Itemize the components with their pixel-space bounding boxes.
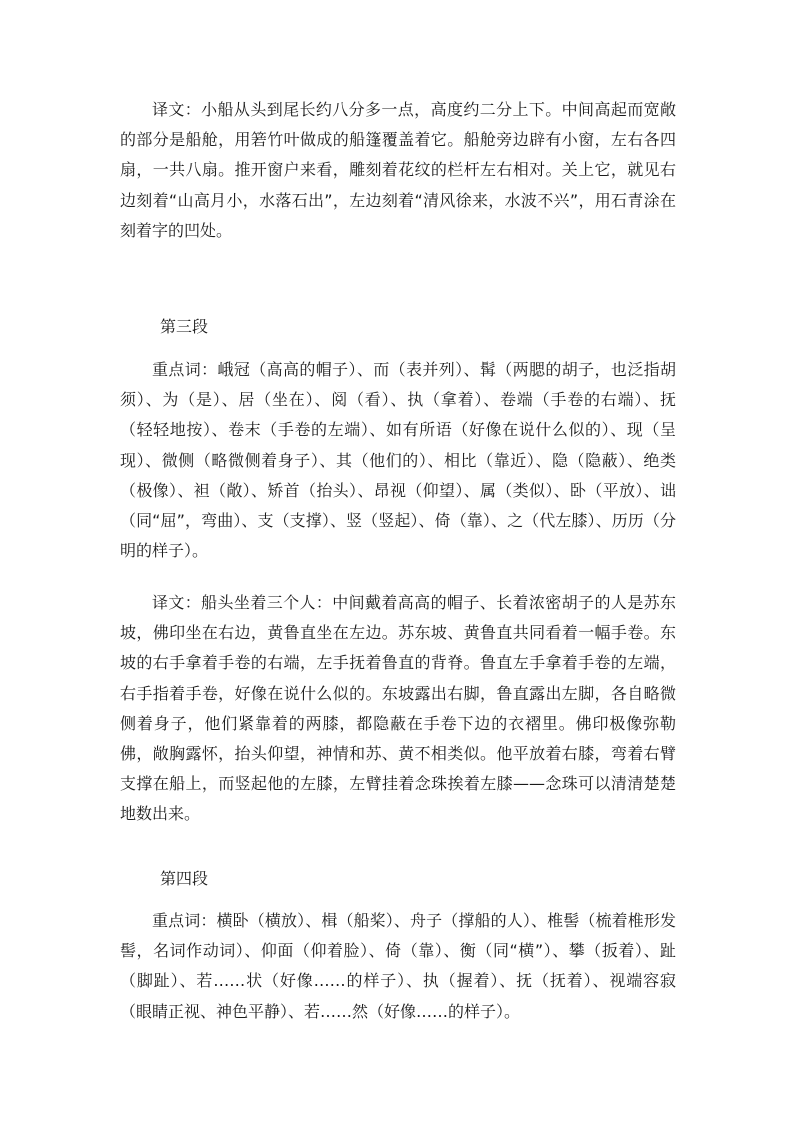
section-heading-third: 第三段 [160,317,209,336]
keywords-paragraph-third: 重点词：峨冠（高高的帽子）、而（表并列）、髯（两腮的胡子，也泛指胡须）、为（是）、居（坐在）、阅（看）、执（拿着）、卷端（手卷的右端）、抚（轻轻地按）、卷末（手卷的左端）、如有所语（好像在说什么似的）、现（呈现）、微侧（略微侧着身子）、其（他们的）、相比（靠近）、隐（隐蔽）、绝类（极像）、袒（敞）、矫首（抬头）、昂视（仰望）、属（类似）、卧（平放）、诎（同“屈”，弯曲）、支（支撑）、竖（竖起）、倚（靠）、之（代左膝）、历历（分明的样子）。 [120,360,676,561]
keywords-paragraph-fourth: 重点词：横卧（横放）、楫（船桨）、舟子（撑船的人）、椎髻（梳着椎形发髻，名词作动词）、仰面（仰着脸）、倚（靠）、衡（同“横”）、攀（扳着）、趾（脚趾）、若……状（好像……的样子）、执（握着）、抚（抚着）、视端容寂（眼睛正视、神色平静）、若……然（好像……的样子）。 [120,911,676,1021]
translation-paragraph-boat: 译文：小船从头到尾长约八分多一点，高度约二分上下。中间高起而宽敞的部分是船舱，用箬竹叶做成的船篷覆盖着它。船舱旁边辟有小窗，左右各四扇，一共八扇。推开窗户来看，雕刻着花纹的栏杆左右相对。关上它，就见右边刻着“山高月小，水落石出”，左边刻着“清风徐来，水波不兴”，用石青涂在刻着字的凹处。 [120,100,676,240]
translation-paragraph-third: 译文：船头坐着三个人：中间戴着高高的帽子、长着浓密胡子的人是苏东坡，佛印坐在右边，黄鲁直坐在左边。苏东坡、黄鲁直共同看着一幅手卷。东坡的右手拿着手卷的右端，左手抚着鲁直的背脊。鲁直左手拿着手卷的左端，右手指着手卷，好像在说什么似的。东坡露出右脚，鲁直露出左脚，各自略微侧着身子，他们紧靠着的两膝，都隐蔽在手卷下边的衣褶里。佛印极像弥勒佛，敞胸露怀，抬头仰望，神情和苏、黄不相类似。他平放着右膝，弯着右臂支撑在船上，而竖起他的左膝，左臂挂着念珠挨着左膝——念珠可以清清楚楚地数出来。 [120,593,676,824]
section-heading-fourth: 第四段 [160,869,209,888]
